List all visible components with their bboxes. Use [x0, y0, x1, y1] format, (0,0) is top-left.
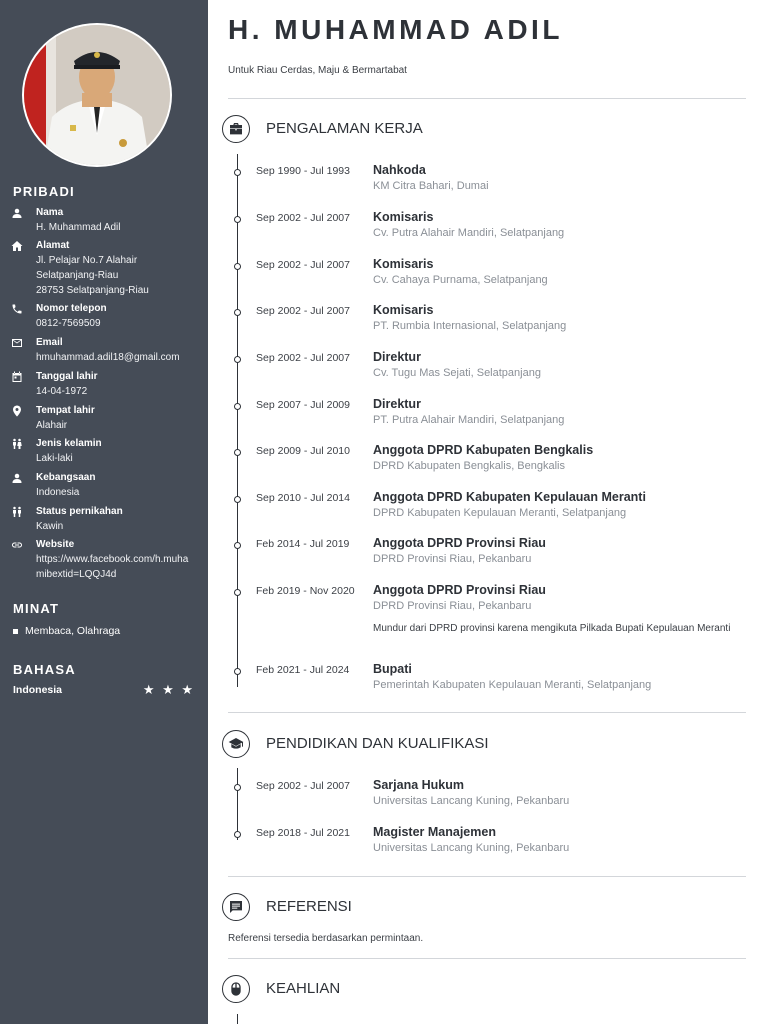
personal-value: Indonesia	[36, 487, 80, 498]
timeline-dot	[234, 668, 241, 675]
email-icon	[11, 337, 23, 349]
calendar-icon	[11, 371, 23, 383]
divider	[228, 958, 746, 959]
page-title: H. MUHAMMAD ADIL	[228, 14, 563, 45]
timeline-dot	[234, 449, 241, 456]
entry-org: KM Citra Bahari, Dumai	[373, 180, 489, 192]
entry-org: PT. Rumbia Internasional, Selatpanjang	[373, 320, 567, 332]
entry-title: Anggota DPRD Kabupaten Kepulauan Meranti	[373, 490, 646, 504]
entry-org: Universitas Lancang Kuning, Pekanbaru	[373, 795, 570, 807]
divider	[228, 876, 746, 877]
tagline: Untuk Riau Cerdas, Maju & Bermartabat	[228, 65, 407, 76]
timeline-line	[237, 768, 238, 840]
entry-date: Sep 2002 - Jul 2007	[256, 780, 350, 792]
personal-heading: PRIBADI	[13, 184, 75, 199]
personal-value: Kawin	[36, 521, 64, 532]
personal-value: 0812-7569509	[36, 318, 101, 329]
entry-date: Feb 2021 - Jul 2024	[256, 664, 350, 676]
entry-title: Nahkoda	[373, 163, 426, 177]
section-title-skills: KEAHLIAN	[266, 980, 341, 997]
timeline-dot	[234, 496, 241, 503]
personal-value: H. Muhammad Adil	[36, 222, 121, 233]
phone-icon	[11, 303, 23, 315]
personal-label: Kebangsaan	[36, 472, 96, 483]
entry-date: Sep 2018 - Jul 2021	[256, 827, 350, 839]
personal-value: 14-04-1972	[36, 386, 88, 397]
personal-value: Alahair	[36, 420, 68, 431]
personal-label: Jenis kelamin	[36, 438, 102, 449]
personal-label: Email	[36, 337, 63, 348]
personal-value: Jl. Pelajar No.7 Alahair Selatpanjang-Riau 28753 Selatpanjang-Riau	[36, 255, 149, 296]
personal-label: Nama	[36, 207, 64, 218]
personal-label: Website	[36, 539, 75, 550]
entry-date: Feb 2014 - Jul 2019	[256, 538, 350, 550]
personal-label: Status pernikahan	[36, 506, 123, 517]
entry-org: Universitas Lancang Kuning, Pekanbaru	[373, 842, 570, 854]
personal-value: Laki-laki	[36, 453, 73, 464]
entry-title: Komisaris	[373, 257, 434, 271]
entry-title: Magister Manajemen	[373, 825, 496, 839]
interests-heading: MINAT	[13, 601, 60, 616]
personal-label: Tempat lahir	[36, 405, 95, 416]
entry-date: Sep 1990 - Jul 1993	[256, 165, 350, 177]
entry-note: Mundur dari DPRD provinsi karena mengikuta Pilkada Bupati Kepulauan Meranti	[373, 623, 731, 634]
timeline-dot	[234, 831, 241, 838]
timeline-dot	[234, 784, 241, 791]
graduation-cap-icon	[222, 730, 250, 758]
entry-org: Cv. Putra Alahair Mandiri, Selatpanjang	[373, 227, 565, 239]
chat-bubble-icon	[222, 893, 250, 921]
entry-org: DPRD Provinsi Riau, Pekanbaru	[373, 600, 532, 612]
website-link[interactable]: https://www.facebook.com/h.muha mibextid=LQQJ4d	[36, 554, 189, 580]
couple-icon	[11, 506, 23, 518]
section-title-references: REFERENSI	[266, 898, 352, 915]
entry-org: Cv. Cahaya Purnama, Selatpanjang	[373, 274, 548, 286]
person-icon	[11, 207, 23, 219]
language-name: Indonesia	[13, 684, 63, 696]
entry-title: Direktur	[373, 350, 421, 364]
entry-org: DPRD Provinsi Riau, Pekanbaru	[373, 553, 532, 565]
entry-org: Cv. Tugu Mas Sejati, Selatpanjang	[373, 367, 541, 379]
entry-title: Komisaris	[373, 210, 434, 224]
entry-title: Bupati	[373, 662, 412, 676]
timeline-dot	[234, 356, 241, 363]
sidebar	[0, 0, 208, 1024]
star-rating-icon: ★ ★ ★	[142, 682, 195, 697]
entry-org: DPRD Kabupaten Bengkalis, Bengkalis	[373, 460, 566, 472]
entry-date: Sep 2002 - Jul 2007	[256, 305, 350, 317]
references-text: Referensi tersedia berdasarkan permintaan.	[228, 933, 424, 944]
entry-date: Feb 2019 - Nov 2020	[256, 585, 355, 597]
entry-title: Sarjana Hukum	[373, 778, 465, 792]
entry-org: DPRD Kabupaten Kepulauan Meranti, Selatpanjang	[373, 507, 627, 519]
interest-text: Membaca, Olahraga	[25, 625, 121, 637]
languages-heading: BAHASA	[13, 662, 76, 677]
entry-title: Anggota DPRD Provinsi Riau	[373, 583, 546, 597]
personal-label: Nomor telepon	[36, 303, 107, 314]
entry-date: Sep 2002 - Jul 2007	[256, 212, 350, 224]
entry-date: Sep 2002 - Jul 2007	[256, 352, 350, 364]
section-title-experience: PENGALAMAN KERJA	[266, 120, 423, 137]
language-item	[13, 684, 195, 696]
timeline-dot	[234, 589, 241, 596]
location-pin-icon	[11, 405, 23, 417]
entry-date: Sep 2009 - Jul 2010	[256, 445, 350, 457]
person-icon	[11, 472, 23, 484]
interest-item	[13, 625, 120, 637]
timeline-dot	[234, 309, 241, 316]
timeline-dot	[234, 216, 241, 223]
entry-org: PT. Putra Alahair Mandiri, Selatpanjang	[373, 414, 565, 426]
entry-date: Sep 2002 - Jul 2007	[256, 259, 350, 271]
timeline-dot	[234, 403, 241, 410]
link-icon	[11, 539, 23, 551]
divider	[228, 712, 746, 713]
entry-date: Sep 2010 - Jul 2014	[256, 492, 350, 504]
personal-label: Alamat	[36, 240, 70, 251]
entry-org: Pemerintah Kabupaten Kepulauan Meranti, Selatpanjang	[373, 679, 652, 691]
divider	[228, 98, 746, 99]
section-title-education: PENDIDIKAN DAN KUALIFIKASI	[266, 735, 489, 752]
mouse-icon	[222, 975, 250, 1003]
timeline-line	[237, 1014, 238, 1024]
entry-title: Anggota DPRD Kabupaten Bengkalis	[373, 443, 594, 457]
personal-label: Tanggal lahir	[36, 371, 98, 382]
timeline-dot	[234, 263, 241, 270]
entry-title: Komisaris	[373, 303, 434, 317]
briefcase-icon	[222, 115, 250, 143]
timeline-dot	[234, 169, 241, 176]
entry-title: Anggota DPRD Provinsi Riau	[373, 536, 546, 550]
profile-photo	[22, 23, 172, 167]
home-icon	[11, 240, 23, 252]
timeline-line	[237, 154, 238, 687]
entry-title: Direktur	[373, 397, 421, 411]
bullet-icon	[13, 629, 18, 634]
gender-icon	[11, 438, 23, 450]
entry-date: Sep 2007 - Jul 2009	[256, 399, 350, 411]
personal-value: hmuhammad.adil18@gmail.com	[36, 352, 180, 363]
timeline-dot	[234, 542, 241, 549]
